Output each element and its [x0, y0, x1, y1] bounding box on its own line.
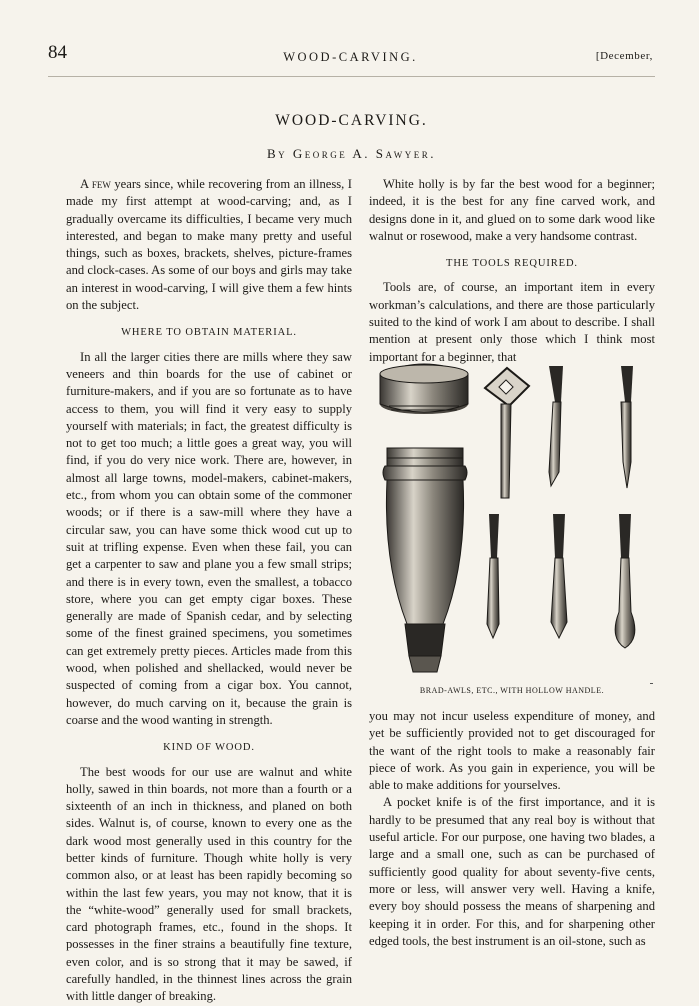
tools-paragraph: Tools are, of course, an important item in every workman’s calculations, and there are those particularly suited to the kind of work I am about to describe. I shall mention at present only those which I think most important for a beginner, that	[369, 280, 655, 364]
running-title: WOOD-CARVING.	[283, 50, 418, 64]
chisel-1	[551, 514, 567, 638]
holly-paragraph: White holly is by far the best wood for a beginner; indeed, it is the best for any fine carved work, and designs done in it, and glued on to some dark wood like walnut or rosewood, make a very handsome contrast.	[369, 177, 655, 243]
right-column-bottom	[369, 708, 655, 950]
awl-blade-2	[621, 366, 633, 488]
byline	[48, 146, 655, 162]
kind-paragraph: The best woods for our use are walnut and white holly, sawed in thin boards, not more than a fourth or a sixteenth of an inch in thickness, and planed on both sides. Walnut is, of course, known to every one as the dark wood most generally used in this country for the better kinds of furniture. Though white holly is very common also, or at least has been rapidly becoming so within the last few years, you may not know, that it is the “white-wood” generally used for small brackets, card photograph frames, etc., found in the shops. It possesses in the finer strains a beautifully fine texture, even color, and is so strong that it may be sawed, if carefully handled, in the thinnest lines across the grain with little danger of breaking.	[66, 764, 352, 1004]
continuation-paragraph: you may not incur useless expenditure of money, and yet be sufficiently provided not to get discouraged for the want of the right tools to make a reasonably fair piece of work. As you gain in experience, you will be able to make additions for yourselves.	[369, 709, 655, 793]
left-column	[66, 176, 352, 1006]
tools-illustration	[369, 362, 655, 696]
spoon-gouge	[615, 514, 635, 648]
byline-text: By George A. Sawyer.	[267, 146, 436, 161]
margin-tick	[650, 683, 653, 684]
handle-cap	[380, 364, 468, 414]
running-head	[48, 42, 653, 68]
wrench-key	[485, 368, 529, 498]
intro-paragraph	[66, 176, 352, 314]
figure-caption: BRAD-AWLS, ETC., WITH HOLLOW HANDLE.	[419, 686, 605, 695]
heading-kind-of-wood: KIND OF WOOD.	[163, 742, 255, 754]
pocket-knife-paragraph: A pocket knife is of the first importance, and it is hardly to be presumed that any real boy is without that useful article. For our purpose, one having two blades, a large and a small one, such as can be purchased of sufficiently good quality for about seventy-five cents, more or less, will answer very well. Having a knife, every boy should possess the means of sharpening and keeping it in order. For this, and for sharpening other edged tools, the best instrument is an oil-stone, such as	[369, 795, 655, 948]
heading-tools-required: THE TOOLS REQUIRED.	[446, 258, 578, 270]
gouge-1	[487, 514, 499, 638]
intro-lead-word: A few	[80, 177, 111, 191]
awl-blade-1	[549, 366, 563, 486]
header-rule	[48, 76, 655, 77]
brad-awls-engraving	[369, 362, 655, 682]
right-column-top	[369, 176, 655, 366]
issue-month: [December,	[595, 50, 653, 62]
material-paragraph: In all the larger cities there are mills where they saw veneers and thin boards for the use of cabinet or furniture-makers, and if you are so fortunate as to have access to them, you will find it very easy to supply yourself with materials; in fact, the greatest difficulty is not to get too much; a little goes a great way, you will find, if you do very nice work. There are, however, in almost all large towns, model-makers, cabinet-makers, etc., from whom you can obtain some of the commoner woods; or if there is a saw-mill where they have a circular saw, you can have some thick wood cut up to suit at trifling expense. Even when these fail, you can get a carpenter to saw and plane you a few small strips; and there is in every town, even the smallest, a tobacco store, where you can get empty cigar boxes. These generally are made of Spanish cedar, and by selecting some of the finest grained specimens, you sometimes can get extremely pretty pieces. Articles made from this wood, when polished and shellacked, would never be suspected of coming from a cigar box. You cannot, however, do much carving on it, because the grain is coarse and the wood wanting in strength.	[66, 349, 352, 727]
article-title: WOOD-CARVING.	[275, 112, 428, 129]
page-number: 84	[48, 42, 67, 63]
heading-where-to-obtain-material: WHERE TO OBTAIN MATERIAL.	[121, 327, 297, 339]
hollow-handle	[383, 448, 467, 672]
intro-text: years since, while recovering from an illness, I made my first attempt at wood-carving; and, as I gradually overcame its difficulties, I became very much interested, and began to make many pretty and useful things, such as boxes, brackets, shelves, picture-frames and clock-cases. As some of our boys and girls may take an interest in wood-carving, I will give them a few hints on the subject.	[66, 177, 352, 313]
